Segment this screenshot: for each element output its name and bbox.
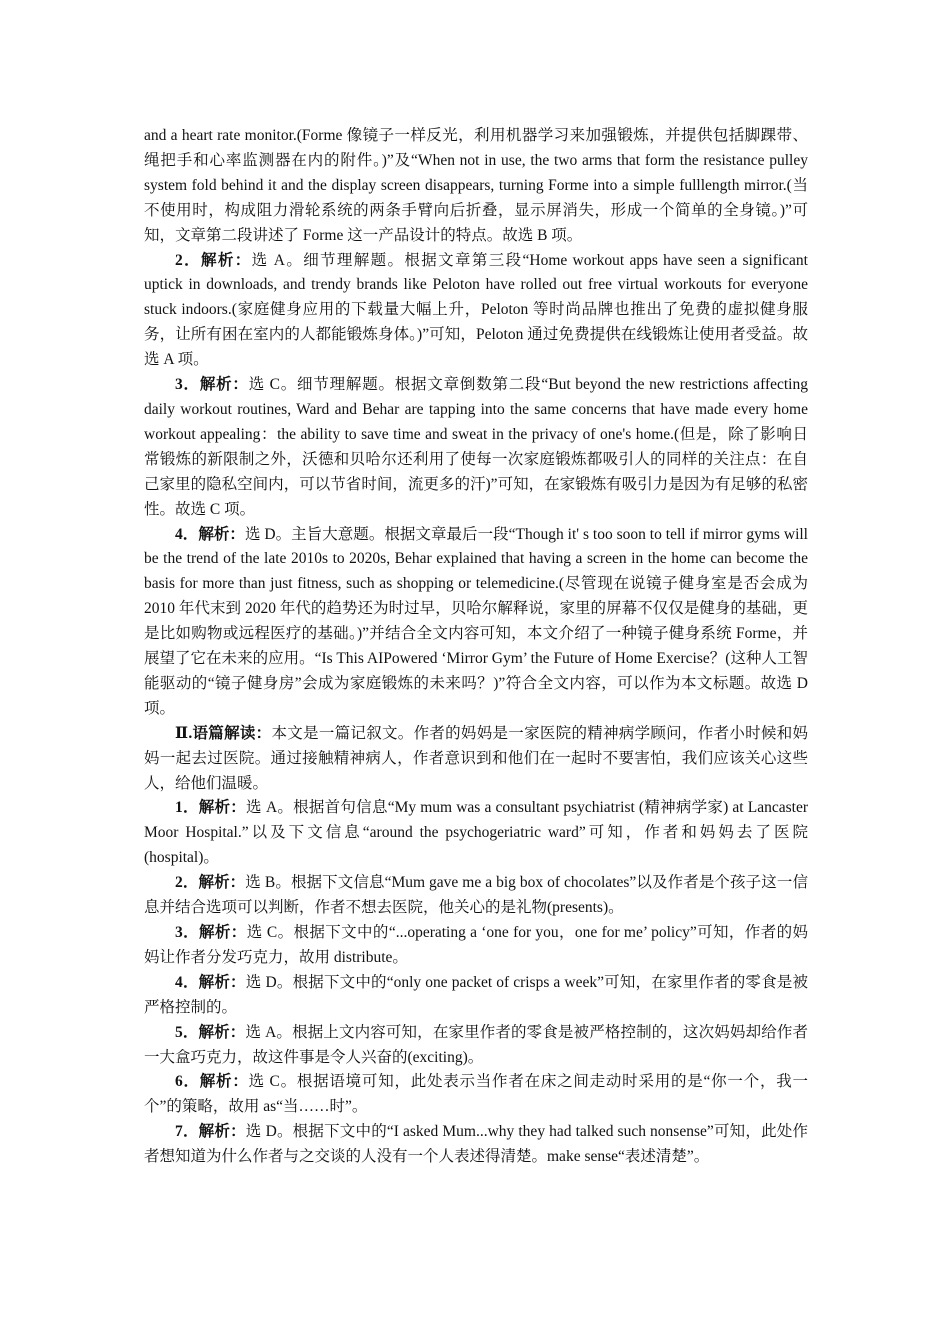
paragraph-text: 选 A。根据上文内容可知，在家里作者的零食是被严格控制的，这次妈妈却给作者一大盒巧克力，故这件事是令人兴奋的(exciting)。	[144, 1023, 808, 1066]
paragraph-text: and a heart rate monitor.(Forme 像镜子一样反光，利用机器学习来加强锻炼，并提供包括脚踝带、绳把手和心率监测器在内的附件。)”及“When not in use, the two arms that form the resistance pulley system fold behind it and the display screen disappears, turning Forme into a simple fulllength mirror.(当不使用时，构成阻力滑轮系统的两条手臂向后折叠，显示屏消失，形成一个简单的全身镜。)”可知，文章第二段讲述了 Forme 这一产品设计的特点。故选 B 项。	[144, 127, 808, 244]
answer-label: 3．解析：	[175, 376, 249, 394]
answer-label: 7．解析：	[175, 1123, 246, 1141]
section-label: Ⅱ.语篇解读：	[175, 724, 272, 742]
paragraph-text: 选 C。根据语境可知，此处表示当作者在床之间走动时采用的是“你一个，我一个”的策略，故用 as“当……时”。	[144, 1073, 808, 1116]
paragraph-text: 选 D。根据下文中的“I asked Mum...why they had talked such nonsense”可知，此处作者想知道为什么作者与之交谈的人没有一个人表述得清楚。make sense“表述清楚”。	[144, 1123, 808, 1166]
answer-paragraph	[144, 871, 808, 921]
answer-label: 5．解析：	[175, 1023, 246, 1041]
answer-label: 2．解析：	[175, 874, 246, 892]
paragraph-text: 选 B。根据下文信息“Mum gave me a big box of chocolates”以及作者是个孩子这一信息并结合选项可以判断，作者不想去医院，他关心的是礼物(presents)。	[144, 874, 808, 917]
answer-label: 2．解析：	[175, 251, 252, 269]
answer-paragraph	[144, 249, 808, 374]
answer-label: 4．解析：	[175, 525, 245, 543]
paragraph-text: 选 C。根据下文中的“...operating a ‘one for you，one for me’ policy”可知，作者的妈妈让作者分发巧克力，故用 distribute。	[144, 924, 808, 966]
answer-paragraph	[144, 1070, 808, 1120]
answer-paragraph	[144, 796, 808, 871]
paragraph-text: 选 D。根据下文中的“only one packet of crisps a week”可知，在家里作者的零食是被严格控制的。	[144, 973, 808, 1016]
answer-paragraph	[144, 1021, 808, 1071]
answer-label: 6．解析：	[175, 1073, 249, 1091]
paragraph-text: 选 A。细节理解题。根据文章第三段“Home workout apps have seen a significant uptick in downloads, and trendy brands like Peloton have rolled out free virtual workouts for everyone stuck indoors.(家庭健身应用的下载量大幅上升，Peloton 等时尚品牌也推出了免费的虚拟健身服务，让所有困在室内的人都能锻炼身体。)”可知，Peloton 通过免费提供在线锻炼让使用者受益。故选 A 项。	[144, 251, 808, 369]
answer-paragraph	[144, 523, 808, 722]
paragraph-text: 本文是一篇记叙文。作者的妈妈是一家医院的精神病学顾问，作者小时候和妈妈一起去过医院。通过接触精神病人，作者意识到和他们在一起时不要害怕，我们应该关心这些人，给他们温暖。	[144, 724, 808, 792]
answer-label: 1．解析：	[175, 799, 247, 817]
document-page	[144, 124, 808, 1170]
answer-paragraph	[144, 1120, 808, 1170]
answer-paragraph	[144, 373, 808, 522]
paragraph-continuation	[144, 124, 808, 249]
paragraph-text: 选 C。细节理解题。根据文章倒数第二段“But beyond the new restrictions affecting daily workout routines, Ward and Behar are tapping into the same concerns that have made every home workout appealing：the ability to save time and sweat in the privacy of one's home.(但是，除了影响日常锻炼的新限制之外，沃德和贝哈尔还利用了使每一次家庭锻炼都吸引人的同样的关注点：在自己家里的隐私空间内，可以节省时间，流更多的汗)”可知，在家锻炼有吸引力是因为有足够的私密性。故选 C 项。	[144, 376, 808, 518]
passage-reading-paragraph	[144, 722, 808, 797]
answer-paragraph	[144, 971, 808, 1021]
paragraph-text: 选 A。根据首句信息“My mum was a consultant psychiatrist (精神病学家) at Lancaster Moor Hospital.”以及下文信息“around the psychogeriatric ward”可知，作者和妈妈去了医院(hospital)。	[144, 799, 808, 867]
answer-label: 4．解析：	[175, 973, 246, 991]
paragraph-text: 选 D。主旨大意题。根据文章最后一段“Though it' s too soon to tell if mirror gyms will be the trend of the late 2010s to 2020s, Behar explained that having a screen in the home can become the basis for more than just fitness, such as shopping or telemedicine.(尽管现在说镜子健身室是否会成为 2010 年代末到 2020 年代的趋势还为时过早，贝哈尔解释说，家里的屏幕不仅仅是健身的基础，更是比如购物或远程医疗的基础。)”并结合全文内容可知，本文介绍了一种镜子健身系统 Forme，并展望了它在未来的应用。“Is This AIPowered ‘Mirror Gym’ the Future of Home Exercise？(这种人工智能驱动的“镜子健身房”会成为家庭锻炼的未来吗？)”符合全文内容，可以作为本文标题。故选 D 项。	[144, 525, 808, 717]
answer-paragraph	[144, 921, 808, 971]
answer-label: 3．解析：	[175, 924, 247, 941]
